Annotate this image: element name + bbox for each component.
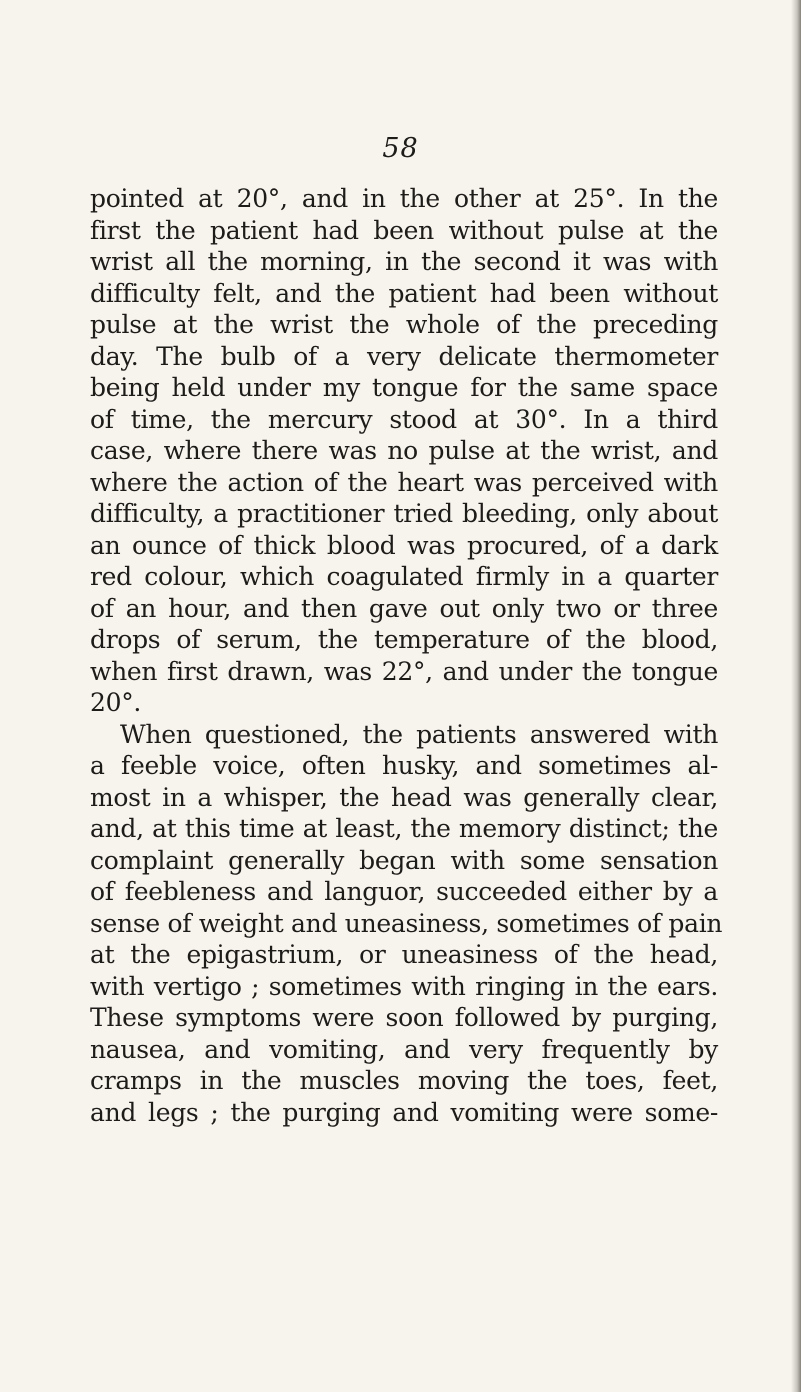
text-line: at the epigastrium, or uneasiness of the head, [90, 940, 718, 969]
text-line: when first drawn, was 22°, and under the tongue [90, 656, 718, 686]
text-line: complaint generally began with some sensation [90, 845, 718, 875]
paragraph-end-line: 20°. [90, 688, 142, 717]
text-line: a feeble voice, often husky, and sometimes al- [90, 751, 718, 780]
text-line: of time, the mercury stood at 30°. In a third [90, 404, 718, 434]
text-line: most in a whisper, the head was generally clear, [90, 782, 718, 812]
body-text [90, 183, 723, 1128]
text-line: difficulty, a practitioner tried bleeding, only about [90, 499, 718, 528]
text-line: wrist all the morning, in the second it was with [90, 247, 718, 276]
page-edge-shadow [791, 0, 801, 1392]
paragraph-start-line: When questioned, the patients answered with [120, 719, 718, 749]
text-line: sense of weight and uneasiness, sometimes of pain [90, 908, 723, 938]
text-line: being held under my tongue for the same space [90, 373, 718, 402]
text-line: with vertigo ; sometimes with ringing in the ears. [90, 971, 718, 1001]
text-line: an ounce of thick blood was procured, of a dark [90, 530, 718, 560]
text-line: pointed at 20°, and in the other at 25°. In the [90, 184, 718, 213]
text-line: difficulty felt, and the patient had been without [90, 278, 718, 308]
text-line: drops of serum, the temperature of the blood, [90, 625, 718, 654]
text-line: pulse at the wrist the whole of the preceding [90, 310, 718, 339]
text-line: where the action of the heart was perceived with [90, 467, 718, 497]
text-line: case, where there was no pulse at the wrist, and [90, 436, 718, 465]
text-line: of an hour, and then gave out only two or three [90, 593, 718, 623]
text-line: of feebleness and languor, succeeded either by a [90, 877, 718, 906]
text-line: and legs ; the purging and vomiting were some- [90, 1097, 718, 1127]
text-line: day. The bulb of a very delicate thermometer [90, 341, 718, 371]
text-line: first the patient had been without pulse at the [90, 215, 718, 245]
text-line: red colour, which coagulated firmly in a quarter [90, 562, 718, 591]
text-line: cramps in the muscles moving the toes, feet, [90, 1066, 718, 1095]
text-line: nausea, and vomiting, and very frequently by [90, 1034, 718, 1064]
page-number: 58 [382, 133, 419, 164]
text-line: and, at this time at least, the memory distinct; the [90, 814, 718, 843]
text-line: These symptoms were soon followed by purging, [90, 1003, 718, 1032]
